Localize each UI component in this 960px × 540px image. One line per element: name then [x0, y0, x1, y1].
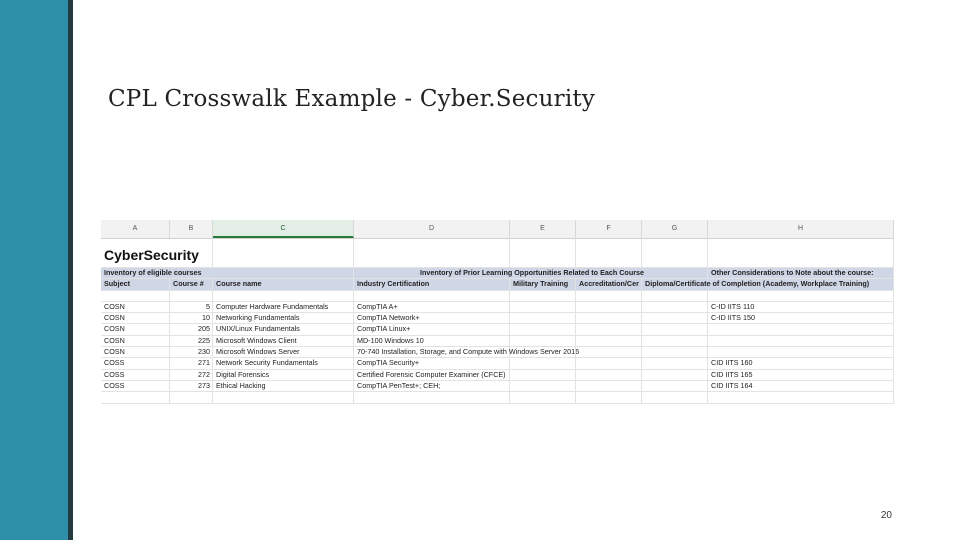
- cell[interactable]: [213, 392, 354, 403]
- column-header-b[interactable]: B: [170, 220, 213, 238]
- cell-course-name[interactable]: Ethical Hacking: [213, 381, 354, 392]
- column-header-d[interactable]: D: [354, 220, 510, 238]
- cell-course-name[interactable]: UNIX/Linux Fundamentals: [213, 324, 354, 335]
- cell-diploma[interactable]: [642, 347, 708, 358]
- cell-course-number[interactable]: 10: [170, 313, 213, 324]
- cell-course-name[interactable]: Digital Forensics: [213, 370, 354, 381]
- empty-row: [101, 291, 894, 302]
- table-row: [101, 324, 894, 335]
- table-row: [101, 381, 894, 392]
- cell-accreditation[interactable]: [576, 324, 642, 335]
- cell-industry-cert[interactable]: CompTIA Linux+: [354, 324, 510, 335]
- cell-course-name[interactable]: Microsoft Windows Server: [213, 347, 354, 358]
- cell-accreditation[interactable]: [576, 381, 642, 392]
- cell-subject[interactable]: COSN: [101, 347, 170, 358]
- table-row: [101, 313, 894, 324]
- cell[interactable]: [642, 291, 708, 302]
- cell-military[interactable]: [510, 347, 576, 358]
- cell-diploma[interactable]: [642, 324, 708, 335]
- cell-diploma[interactable]: [642, 370, 708, 381]
- slide-title: CPL Crosswalk Example - Cyber.Security: [108, 86, 596, 112]
- cell-note[interactable]: [708, 336, 894, 347]
- cell-diploma[interactable]: [642, 358, 708, 369]
- cell-military[interactable]: [510, 381, 576, 392]
- cell[interactable]: [213, 238, 354, 268]
- cell-accreditation[interactable]: [576, 302, 642, 313]
- cell[interactable]: [708, 291, 894, 302]
- table-row: [101, 336, 894, 347]
- cell-diploma[interactable]: [642, 313, 708, 324]
- cell-industry-cert[interactable]: CompTIA Network+: [354, 313, 510, 324]
- cell-course-number[interactable]: 5: [170, 302, 213, 313]
- header-military[interactable]: Military Training: [510, 279, 576, 290]
- table-row: [101, 370, 894, 381]
- cell-subject[interactable]: COSN: [101, 336, 170, 347]
- cell[interactable]: [642, 392, 708, 403]
- table-row: [101, 347, 894, 358]
- cell[interactable]: [354, 238, 510, 268]
- empty-row: [101, 392, 894, 403]
- cell-diploma[interactable]: [642, 381, 708, 392]
- column-header-h[interactable]: H: [708, 220, 894, 238]
- cell[interactable]: [101, 291, 170, 302]
- cell[interactable]: [708, 392, 894, 403]
- cell-military[interactable]: [510, 370, 576, 381]
- group-header-row: [101, 268, 894, 279]
- cell-subject[interactable]: COSS: [101, 381, 170, 392]
- cell[interactable]: [708, 238, 894, 268]
- cell[interactable]: [354, 392, 510, 403]
- cell[interactable]: [510, 392, 576, 403]
- table-row: [101, 358, 894, 369]
- cell-note[interactable]: CID IITS 164: [708, 381, 894, 392]
- cell-military[interactable]: [510, 313, 576, 324]
- cell-diploma[interactable]: [642, 336, 708, 347]
- header-diploma[interactable]: Diploma/Certificate of Completion (Academy, Workplace Training): [642, 279, 894, 290]
- header-industry-cert[interactable]: Industry Certification: [354, 279, 510, 290]
- group-header-courses[interactable]: Inventory of eligible courses: [101, 268, 354, 279]
- cell-subject[interactable]: COSN: [101, 302, 170, 313]
- cell[interactable]: [576, 238, 642, 268]
- group-header-other[interactable]: Other Considerations to Note about the course:: [708, 268, 894, 279]
- cell-course-number[interactable]: 272: [170, 370, 213, 381]
- cell-military[interactable]: [510, 358, 576, 369]
- cell-accreditation[interactable]: [576, 336, 642, 347]
- cell[interactable]: [354, 291, 510, 302]
- cell-course-number[interactable]: 273: [170, 381, 213, 392]
- cell-note[interactable]: [708, 347, 894, 358]
- cell-course-name[interactable]: Microsoft Windows Client: [213, 336, 354, 347]
- cell-subject[interactable]: COSN: [101, 313, 170, 324]
- column-header-g[interactable]: G: [642, 220, 708, 238]
- cell-industry-cert[interactable]: 70-740 Installation, Storage, and Compute with Windows Server 2016: [354, 347, 510, 358]
- cell-note[interactable]: CID IITS 160: [708, 358, 894, 369]
- cell-accreditation[interactable]: [576, 370, 642, 381]
- title-row: [101, 238, 894, 268]
- cell-subject[interactable]: COSS: [101, 358, 170, 369]
- cell-course-name[interactable]: Network Security Fundamentals: [213, 358, 354, 369]
- cell-course-name[interactable]: Computer Hardware Fundamentals: [213, 302, 354, 313]
- cell-industry-cert[interactable]: CompTIA A+: [354, 302, 510, 313]
- cell-note[interactable]: C-ID IITS 110: [708, 302, 894, 313]
- cell[interactable]: [642, 238, 708, 268]
- sheet-grid: [101, 238, 894, 404]
- cell-military[interactable]: [510, 302, 576, 313]
- cell[interactable]: [576, 392, 642, 403]
- slide-number: 20: [880, 510, 892, 521]
- column-header-e[interactable]: E: [510, 220, 576, 238]
- column-header-f[interactable]: F: [576, 220, 642, 238]
- cell[interactable]: [170, 392, 213, 403]
- header-course-number[interactable]: Course #: [170, 279, 213, 290]
- cell-note[interactable]: C-ID IITS 150: [708, 313, 894, 324]
- cell-subject[interactable]: COSN: [101, 324, 170, 335]
- data-rows: [101, 302, 894, 392]
- cell[interactable]: [576, 291, 642, 302]
- cell-note[interactable]: CID IITS 165: [708, 370, 894, 381]
- column-header-bar: [101, 220, 894, 239]
- cell-accreditation[interactable]: [576, 313, 642, 324]
- spreadsheet-screenshot: [101, 220, 894, 408]
- cell-industry-cert[interactable]: CompTIA PenTest+; CEH;: [354, 381, 510, 392]
- column-header-c[interactable]: C: [213, 220, 354, 238]
- cell-industry-cert[interactable]: MD-100 Windows 10: [354, 336, 510, 347]
- cell-course-number[interactable]: 230: [170, 347, 213, 358]
- cell[interactable]: [213, 291, 354, 302]
- cell-industry-cert[interactable]: Certified Forensic Computer Examiner (CFCE): [354, 370, 510, 381]
- cell[interactable]: [170, 291, 213, 302]
- sheet-title-cell[interactable]: CyberSecurity: [101, 238, 213, 268]
- table-row: [101, 302, 894, 313]
- cell-note[interactable]: [708, 324, 894, 335]
- column-title-row: [101, 279, 894, 290]
- cell-course-number[interactable]: 225: [170, 336, 213, 347]
- cell-military[interactable]: [510, 336, 576, 347]
- cell-industry-cert[interactable]: CompTIA Security+: [354, 358, 510, 369]
- column-header-a[interactable]: A: [101, 220, 170, 238]
- cell-accreditation[interactable]: [576, 358, 642, 369]
- cell-accreditation[interactable]: [576, 347, 642, 358]
- cell[interactable]: [510, 291, 576, 302]
- cell-course-name[interactable]: Networking Fundamentals: [213, 313, 354, 324]
- header-accreditation[interactable]: Accreditation/Cer: [576, 279, 642, 290]
- cell[interactable]: [510, 238, 576, 268]
- cell-subject[interactable]: COSS: [101, 370, 170, 381]
- cell-diploma[interactable]: [642, 302, 708, 313]
- header-course-name[interactable]: Course name: [213, 279, 354, 290]
- cell-course-number[interactable]: 271: [170, 358, 213, 369]
- header-subject[interactable]: Subject: [101, 279, 170, 290]
- cell-military[interactable]: [510, 324, 576, 335]
- group-header-prior-learning[interactable]: Inventory of Prior Learning Opportunities Related to Each Course: [354, 268, 708, 279]
- cell-course-number[interactable]: 205: [170, 324, 213, 335]
- cell[interactable]: [101, 392, 170, 403]
- accent-bar-dark: [68, 0, 73, 540]
- accent-bar: [0, 0, 68, 540]
